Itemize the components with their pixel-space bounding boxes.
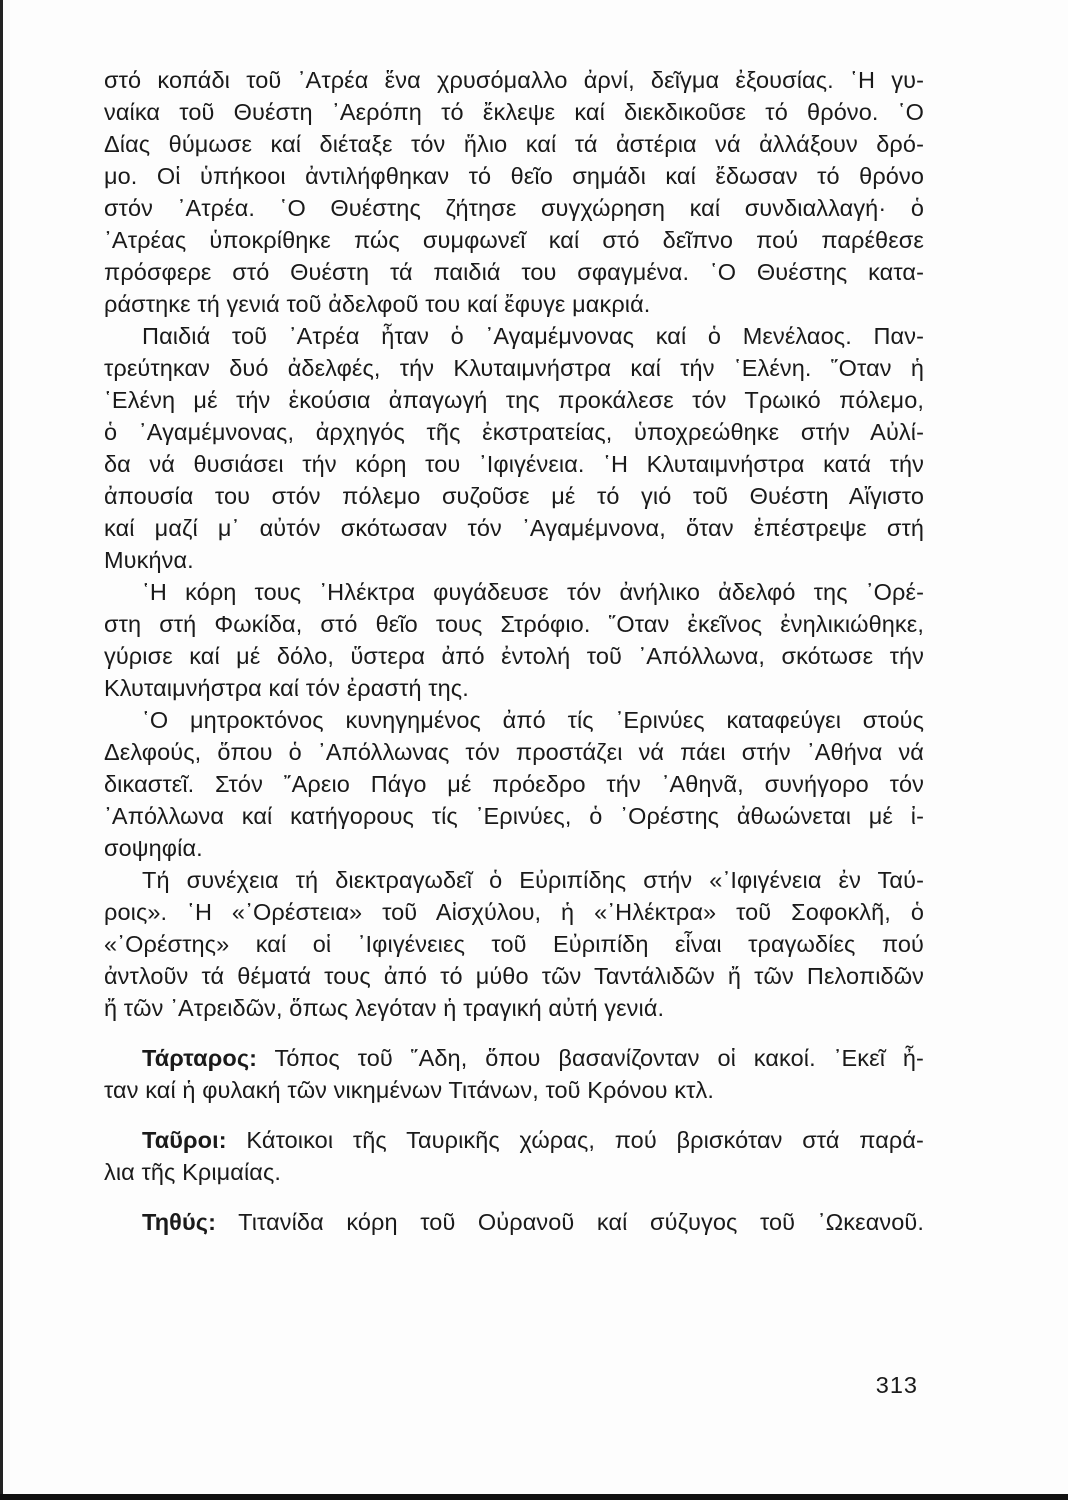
- scan-bottom-edge: [0, 1494, 1068, 1500]
- text-line: ῾Ελένη μέ τήν ἑκούσια ἀπαγωγή της προκάλεσε τόν Τρωικό πόλεμο,: [104, 387, 924, 413]
- text-line: Μυκήνα.: [104, 547, 194, 573]
- text-line: «᾿Ορέστης» καί οἱ ᾿Ιφιγένειες τοῦ Εὐριπίδη εἶναι τραγωδίες πού: [104, 931, 924, 957]
- text-line: ναίκα τοῦ Θυέστη ᾿Αερόπη τό ἔκλεψε καί διεκδικοῦσε τό θρόνο. ῾Ο: [104, 99, 924, 125]
- text-line: Κλυταιμνήστρα καί τόν ἐραστή της.: [104, 675, 469, 701]
- glossary-first-line: [104, 1042, 924, 1074]
- text-line: γύρισε καί μέ δόλο, ὕστερα ἀπό ἐντολή τοῦ ᾿Απόλλωνα, σκότωσε τήν: [104, 643, 924, 669]
- glossary-definition: Τόπος τοῦ ῞Αδη, ὅπου βασανίζονταν οἱ κακοί. ᾿Εκεῖ ἦ-: [274, 1045, 924, 1071]
- text-line: Δελφούς, ὅπου ὁ ᾿Απόλλωνας τόν προστάζει νά πάει στήν ᾿Αθήνα νά: [104, 739, 924, 765]
- glossary-entry-tethys: [104, 1206, 924, 1238]
- glossary-term: Τηθύς:: [142, 1209, 216, 1235]
- text-line: Τή συνέχεια τή διεκτραγωδεῖ ὁ Εὐριπίδης στήν «᾿Ιφιγένεια ἐν Ταύ-: [142, 867, 924, 893]
- text-line: ἀντλοῦν τά θέματά τους ἀπό τό μύθο τῶν Ταντάλιδῶν ἤ τῶν Πελοπιδῶν: [104, 963, 924, 989]
- text-line: τρεύτηκαν δυό ἀδελφές, τήν Κλυταιμνήστρα καί τήν ῾Ελένη. ῞Οταν ἡ: [104, 355, 924, 381]
- text-line: καί μαζί μ᾿ αὐτόν σκότωσαν τόν ᾿Αγαμέμνονα, ὅταν ἐπέστρεψε στή: [104, 515, 924, 541]
- text-line: ῾Η κόρη τους ᾿Ηλέκτρα φυγάδευσε τόν ἀνήλικο ἀδελφό της ᾿Ορέ-: [142, 579, 924, 605]
- glossary-definition: Κάτοικοι τῆς Ταυρικῆς χώρας, πού βρισκόταν στά παρά-: [246, 1127, 924, 1153]
- text-line: Δίας θύμωσε καί διέταξε τόν ἥλιο καί τά ἀστέρια νά ἀλλάξουν δρό-: [104, 131, 924, 157]
- glossary-continuation: λια τῆς Κριμαίας.: [104, 1159, 282, 1185]
- scan-left-edge: [0, 0, 3, 1500]
- paragraph-1: [104, 64, 924, 320]
- glossary-definition: Τιτανίδα κόρη τοῦ Οὐρανοῦ καί σύζυγος τοῦ ᾿Ωκεανοῦ.: [238, 1209, 924, 1235]
- page-number: 313: [875, 1372, 918, 1398]
- text-line: ῾Ο μητροκτόνος κυνηγημένος ἀπό τίς ᾿Ερινύες καταφεύγει στούς: [142, 707, 924, 733]
- text-line: πρόσφερε στό Θυέστη τά παιδιά του σφαγμένα. ῾Ο Θυέστης κατα-: [104, 259, 924, 285]
- text-line: ᾿Ατρέας ὑποκρίθηκε πώς συμφωνεῖ καί στό δεῖπνο πού παρέθεσε: [104, 227, 924, 253]
- glossary-term: Ταῦροι:: [142, 1127, 227, 1153]
- text-line: Παιδιά τοῦ ᾿Ατρέα ἦταν ὁ ᾿Αγαμέμνονας καί ὁ Μενέλαος. Παν-: [142, 323, 924, 349]
- text-line: ὁ ᾿Αγαμέμνονας, ἀρχηγός τῆς ἐκστρατείας, ὑποχρεώθηκε στήν Αὐλί-: [104, 419, 924, 445]
- book-page: [104, 64, 924, 1444]
- text-line: μο. Οἱ ὑπήκοοι ἀντιλήφθηκαν τό θεῖο σημάδι καί ἔδωσαν τό θρόνο: [104, 163, 924, 189]
- text-line: ράστηκε τή γενιά τοῦ ἀδελφοῦ του καί ἔφυγε μακριά.: [104, 291, 651, 317]
- text-line: δα νά θυσιάσει τήν κόρη του ᾿Ιφιγένεια. ῾Η Κλυταιμνήστρα κατά τήν: [104, 451, 924, 477]
- text-line: στόν ᾿Ατρέα. ῾Ο Θυέστης ζήτησε συγχώρηση καί συνδιαλλαγή· ὁ: [104, 195, 924, 221]
- text-line: δικαστεῖ. Στόν ῎Αρειο Πάγο μέ πρόεδρο τήν ᾿Αθηνᾶ, συνήγορο τόν: [104, 771, 924, 797]
- glossary-first-line: [104, 1206, 924, 1238]
- text-line: ἤ τῶν ᾿Ατρειδῶν, ὅπως λεγόταν ἡ τραγική αὐτή γενιά.: [104, 995, 665, 1021]
- text-line: στό κοπάδι τοῦ ᾿Ατρέα ἕνα χρυσόμαλλο ἀρνί, δεῖγμα ἐξουσίας. ῾Η γυ-: [104, 67, 924, 93]
- text-line: στη στή Φωκίδα, στό θεῖο τους Στρόφιο. ῞Οταν ἐκεῖνος ἐνηλικιώθηκε,: [104, 611, 924, 637]
- paragraph-3: [104, 576, 924, 704]
- glossary-term: Τάρταρος:: [142, 1045, 258, 1071]
- text-line: ᾿Απόλλωνα καί κατήγορους τίς ᾿Ερινύες, ὁ ᾿Ορέστης ἀθωώνεται μέ ἰ-: [104, 803, 924, 829]
- paragraph-5: [104, 864, 924, 1024]
- glossary-continuation: ταν καί ἡ φυλακή τῶν νικημένων Τιτάνων, τοῦ Κρόνου κτλ.: [104, 1077, 714, 1103]
- paragraph-4: [104, 704, 924, 864]
- text-line: ἀπουσία του στόν πόλεμο συζοῦσε μέ τό γιό τοῦ Θυέστη Αἴγιστο: [104, 483, 924, 509]
- paragraph-2: [104, 320, 924, 576]
- glossary-entry-tartaros: [104, 1042, 924, 1106]
- glossary-first-line: [104, 1124, 924, 1156]
- text-line: σοψηφία.: [104, 835, 203, 861]
- text-line: ροις». ῾Η «᾿Ορέστεια» τοῦ Αἰσχύλου, ἡ «᾿Ηλέκτρα» τοῦ Σοφοκλῆ, ὁ: [104, 899, 924, 925]
- glossary-entry-tauroi: [104, 1124, 924, 1188]
